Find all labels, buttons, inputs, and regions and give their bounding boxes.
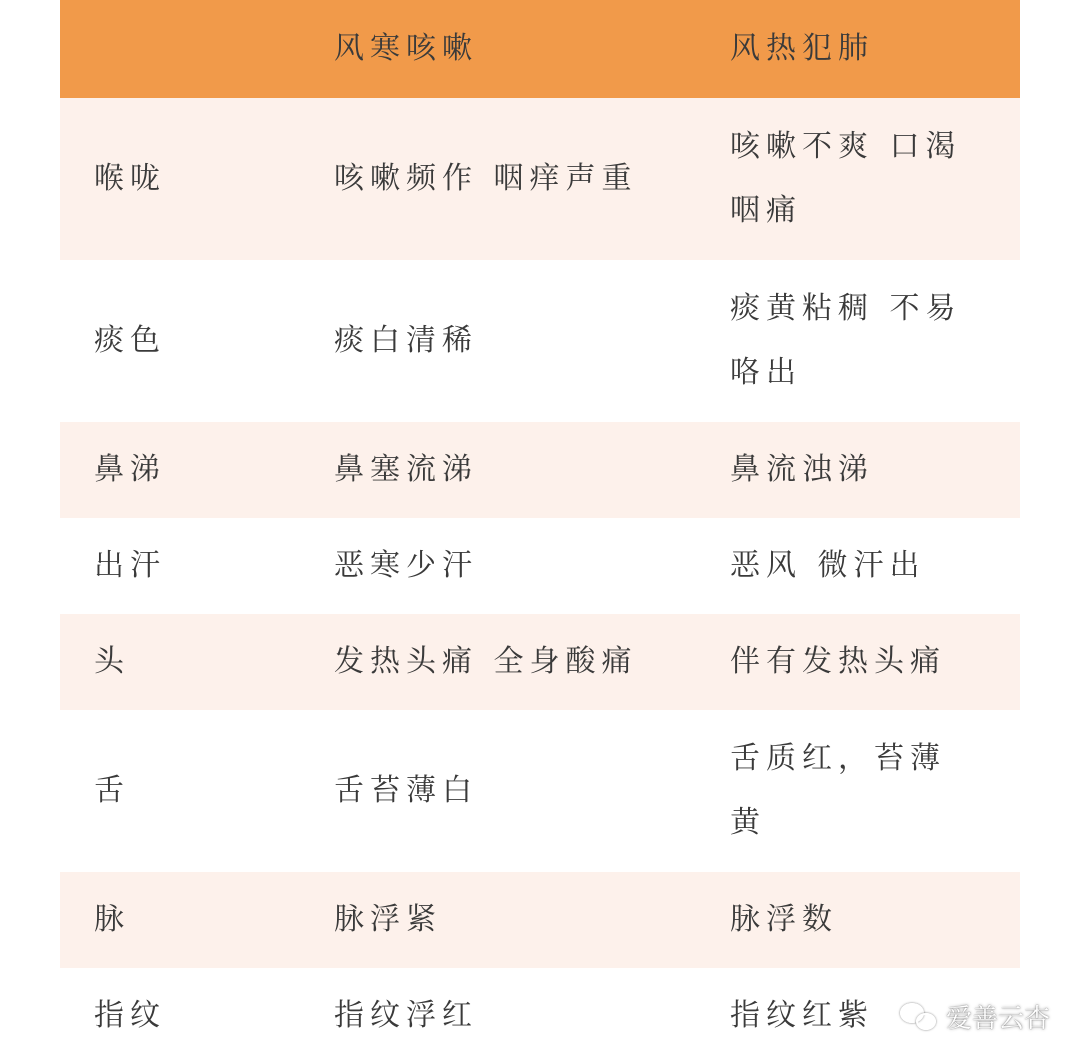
cold-cell: 咳嗽频作 咽痒声重 <box>334 161 638 196</box>
cold-cell: 脉浮紧 <box>334 902 442 937</box>
table-row <box>60 260 1020 422</box>
cold-cell: 恶寒少汗 <box>334 548 478 583</box>
table-row <box>60 422 1020 518</box>
cold-cell: 发热头痛 全身酸痛 <box>334 644 638 679</box>
row-label: 喉咙 <box>94 161 166 196</box>
cold-cell: 痰白清稀 <box>334 323 478 358</box>
watermark-text: 爱善云杏 <box>945 1004 1050 1034</box>
row-label: 出汗 <box>94 548 166 583</box>
row-label: 鼻涕 <box>94 452 166 487</box>
heat-cell: 脉浮数 <box>730 902 838 937</box>
wechat-icon <box>900 1001 938 1033</box>
table-row <box>60 98 1020 260</box>
watermark <box>900 998 1050 1035</box>
table-row <box>60 710 1020 872</box>
row-label: 痰色 <box>94 323 166 358</box>
row-label: 脉 <box>94 902 130 937</box>
cold-cell: 鼻塞流涕 <box>334 452 478 487</box>
heat-cell: 恶风 微汗出 <box>730 548 926 583</box>
header-cell-wind-cold: 风寒咳嗽 <box>334 31 478 66</box>
cold-cell: 舌苔薄白 <box>334 773 478 808</box>
heat-cell: 痰黄粘稠 不易 咯出 <box>730 291 962 390</box>
heat-cell: 舌质红，苔薄 黄 <box>730 741 946 840</box>
cold-cell: 指纹浮红 <box>334 997 478 1033</box>
row-label: 舌 <box>94 773 130 808</box>
heat-cell: 伴有发热头痛 <box>730 644 946 679</box>
table-header <box>60 0 1020 98</box>
heat-cell: 鼻流浊涕 <box>730 452 874 487</box>
table-row <box>60 614 1020 710</box>
heat-cell: 指纹红紫 <box>730 997 874 1033</box>
comparison-table <box>60 0 1020 1063</box>
table-row <box>60 518 1020 614</box>
table-row <box>60 872 1020 968</box>
table-row <box>60 968 1020 1063</box>
row-label: 头 <box>94 644 130 679</box>
heat-cell: 咳嗽不爽 口渴 咽痛 <box>730 129 962 228</box>
header-cell-wind-heat: 风热犯肺 <box>730 31 874 66</box>
row-label: 指纹 <box>94 997 166 1033</box>
